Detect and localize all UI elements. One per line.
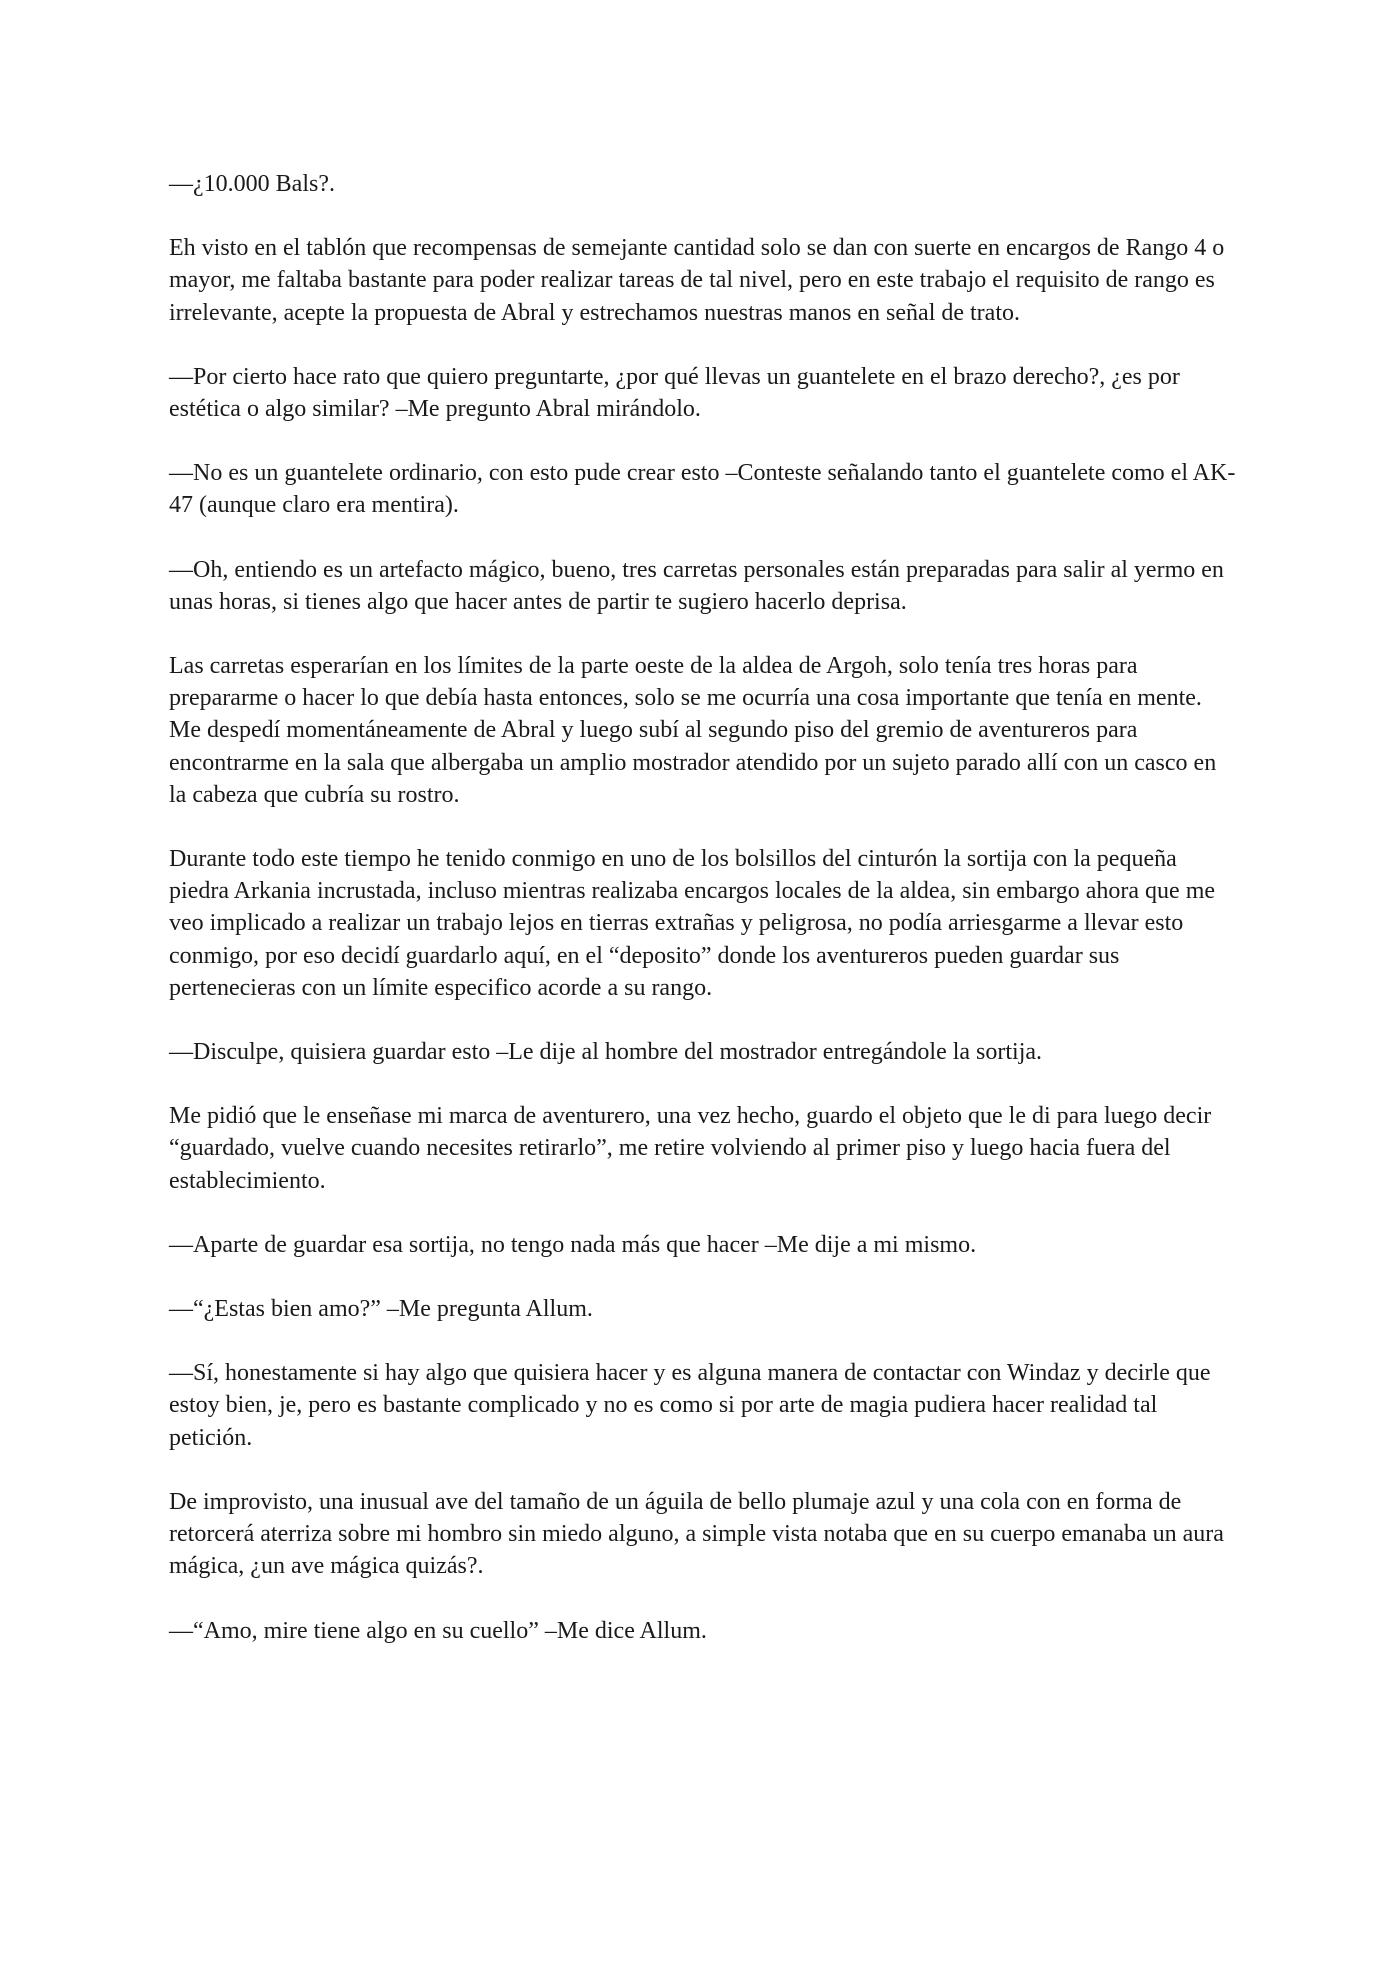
paragraph-2: Eh visto en el tablón que recompensas de semejante cantidad solo se dan con suerte en encargos de Rango 4 o mayor, me faltaba bastante para poder realizar tareas de tal nivel, pero en este trabajo el requisito de rango es irrelevante, acepte la propuesta de Abral y estrechamos nuestras manos en señal de trato. — [169, 235, 1225, 326]
paragraph-9: Me pidió que le enseñase mi marca de aventurero, una vez hecho, guardo el objeto que le di para luego decir “guardado, vuelve cuando necesites retirarlo”, me retire volviendo al primer piso y luego hacia fuera del establecimiento. — [169, 1103, 1212, 1194]
paragraph-3: —Por cierto hace rato que quiero preguntarte, ¿por qué llevas un guantelete en el brazo derecho?, ¿es por estética o algo similar? –Me pregunto Abral mirándolo. — [169, 363, 1180, 423]
paragraph-12: —Sí, honestamente si hay algo que quisiera hacer y es alguna manera de contactar con Windaz y decirle que estoy bien, je, pero es bastante complicado y no es como si por arte de magia pudiera hacer realidad tal petición. — [169, 1360, 1211, 1451]
paragraph-10: —Aparte de guardar esa sortija, no tengo nada más que hacer –Me dije a mi mismo. — [169, 1231, 977, 1258]
paragraph-5: —Oh, entiendo es un artefacto mágico, bueno, tres carretas personales están preparadas para salir al yermo en unas horas, si tienes algo que hacer antes de partir te sugiero hacerlo deprisa. — [169, 556, 1224, 615]
paragraph-6: Las carretas esperarían en los límites de la parte oeste de la aldea de Argoh, solo tenía tres horas para prepararme o hacer lo que debía hasta entonces, solo se me ocurría una cosa importante que tenía en mente. Me despedí momentáneamente de Abral y luego subí al segundo piso del gremio de aventureros para encontrarme en la sala que albergaba un amplio mostrador atendido por un sujeto parado allí con un casco en la cabeza que cubría su rostro. — [169, 653, 1217, 808]
paragraph-13: De improvisto, una inusual ave del tamaño de un águila de bello plumaje azul y una cola con en forma de retorcerá aterriza sobre mi hombro sin miedo alguno, a simple vista notaba que en su cuerpo emanaba un aura mágica, ¿un ave mágica quizás?. — [169, 1488, 1224, 1580]
paragraph-11: —“¿Estas bien amo?” –Me pregunta Allum. — [169, 1296, 593, 1323]
paragraph-4: —No es un guantelete ordinario, con esto pude crear esto –Conteste señalando tanto el guantelete como el AK-47 (aunque claro era mentira). — [169, 460, 1236, 519]
paragraph-8: —Disculpe, quisiera guardar esto –Le dije al hombre del mostrador entregándole la sortija. — [169, 1039, 1043, 1066]
paragraph-1: —¿10.000 Bals?. — [169, 171, 335, 197]
paragraph-14: —“Amo, mire tiene algo en su cuello” –Me dice Allum. — [169, 1617, 707, 1644]
paragraph-7: Durante todo este tiempo he tenido conmigo en uno de los bolsillos del cinturón la sortija con la pequeña piedra Arkania incrustada, incluso mientras realizaba encargos locales de la aldea, sin embargo ahora que me veo implicado a realizar un trabajo lejos en tierras extrañas y peligrosa, no podía arriesgarme a llevar esto conmigo, por eso decidí guardarlo aquí, en el “deposito” donde los aventureros pueden guardar sus pertenecieras con un límite especifico acorde a su rango. — [169, 846, 1216, 1001]
body-text — [169, 168, 1239, 1647]
